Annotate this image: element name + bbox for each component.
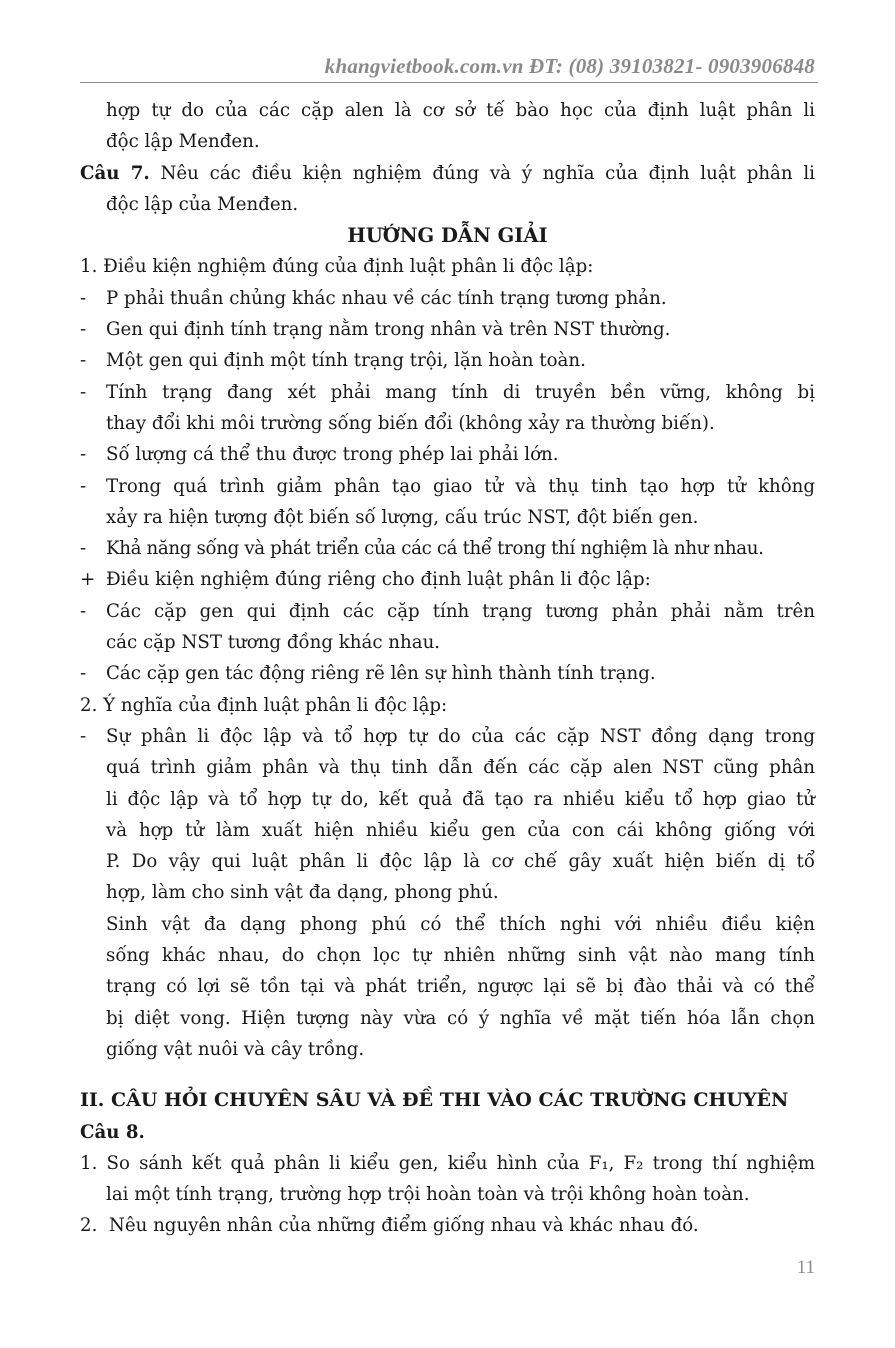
text-line (80, 752, 815, 783)
line-text: lai một tính trạng, trường hợp trội hoàn toàn và trội không hoàn toàn. (106, 1184, 750, 1206)
text-line (80, 439, 815, 470)
line-text: bị diệt vong. Hiện tượng này vừa có ý nghĩa về mặt tiến hóa lẫn chọn (106, 1007, 815, 1029)
text-line (80, 1179, 815, 1210)
bullet-marker: - (80, 538, 87, 560)
bullet-marker: - (80, 663, 87, 685)
line-text: hợp tự do của các cặp alen là cơ sở tế bào học của định luật phân li (106, 100, 815, 121)
line-text: sống khác nhau, do chọn lọc tự nhiên những sinh vật nào mang tính (106, 945, 815, 967)
line-text: Điều kiện nghiệm đúng riêng cho định luật phân li độc lập: (106, 569, 651, 591)
line-text: độc lập Menđen. (106, 131, 260, 153)
text-line (80, 189, 815, 220)
text-line (80, 846, 815, 877)
line-text: Tính trạng đang xét phải mang tính di truyền bền vững, không bị (106, 381, 815, 403)
text-line (80, 1117, 815, 1148)
line-text: Nêu các điều kiện nghiệm đúng và ý nghĩa của định luật phân li (149, 162, 815, 184)
bullet-marker: - (80, 600, 87, 622)
text-line (80, 909, 815, 940)
question-label: Câu 8. (80, 1121, 145, 1143)
text-line (80, 596, 815, 627)
line-text: II. CÂU HỎI CHUYÊN SÂU VÀ ĐỀ THI VÀO CÁC TRƯỜNG CHUYÊN (80, 1089, 789, 1112)
line-text: thay đổi khi môi trường sống biến đổi (không xảy ra thường biến). (106, 412, 715, 434)
bullet-item (80, 283, 815, 314)
page-number: 11 (796, 1257, 815, 1278)
line-text: các cặp NST tương đồng khác nhau. (106, 632, 441, 654)
text-line (80, 126, 815, 157)
bullet-marker: - (80, 350, 87, 372)
text-line (80, 1003, 815, 1034)
line-text: Sự phân li độc lập và tổ hợp tự do của các cặp NST đồng dạng trong (106, 725, 815, 747)
bullet-item (80, 596, 815, 659)
text-line (80, 408, 815, 439)
text-line (80, 283, 815, 314)
bullet-item (80, 471, 815, 534)
paragraph (80, 1148, 815, 1211)
text-line (80, 564, 815, 595)
bullet-marker: - (80, 381, 87, 403)
text-line (80, 658, 815, 689)
text-line (80, 158, 815, 189)
line-text: 1. Điều kiện nghiệm đúng của định luật phân li độc lập: (80, 256, 594, 278)
paragraph (80, 690, 815, 721)
text-line (80, 815, 815, 846)
line-text: Sinh vật đa dạng phong phú có thể thích nghi với nhiều điều kiện (106, 913, 815, 935)
paragraph (80, 251, 815, 282)
bullet-item (80, 721, 815, 909)
text-line (80, 877, 815, 908)
paragraph (80, 1210, 815, 1241)
text-line (80, 471, 815, 502)
text-line (80, 940, 815, 971)
bullet-item (80, 377, 815, 440)
line-text: Số lượng cá thể thu được trong phép lai phải lớn. (106, 444, 559, 466)
line-text: 1. So sánh kết quả phân li kiểu gen, kiểu hình của F₁, F₂ trong thí nghiệm (80, 1152, 815, 1174)
text-line (80, 1148, 815, 1179)
line-text: Trong quá trình giảm phân tạo giao tử và thụ tinh tạo hợp tử không (106, 475, 815, 497)
text-line (80, 314, 815, 345)
header-rule (80, 82, 818, 83)
line-text: trạng có lợi sẽ tồn tại và phát triển, ngược lại sẽ bị đào thải và có thể (106, 976, 815, 998)
bullet-marker: - (80, 319, 87, 341)
text-line (80, 1034, 815, 1065)
bullet-marker: - (80, 475, 87, 497)
bullet-marker: - (80, 725, 87, 747)
text-line (80, 784, 815, 815)
text-line (80, 220, 815, 251)
bullet-item (80, 533, 815, 564)
line-text: quá trình giảm phân và thụ tinh dẫn đến các cặp alen NST cũng phân (106, 757, 815, 779)
text-line (80, 251, 815, 282)
line-text: giống vật nuôi và cây trồng. (106, 1038, 365, 1060)
bullet-item (80, 345, 815, 376)
text-line (80, 345, 815, 376)
line-text: độc lập của Menđen. (106, 193, 299, 215)
text-line (80, 690, 815, 721)
paragraph (80, 95, 815, 158)
line-text: Một gen qui định một tính trạng trội, lặn hoàn toàn. (106, 350, 586, 372)
line-text: P. Do vậy qui luật phân li độc lập là cơ chế gây xuất hiện biến dị tổ (106, 851, 815, 873)
text-line (80, 502, 815, 533)
line-text: li độc lập và tổ hợp tự do, kết quả đã tạo ra nhiều kiểu tổ hợp giao tử (106, 788, 815, 810)
line-text: và hợp tử làm xuất hiện nhiều kiểu gen của con cái không giống với (106, 819, 815, 841)
paragraph (80, 1117, 815, 1148)
line-text: Gen qui định tính trạng nằm trong nhân và trên NST thường. (106, 319, 671, 341)
line-text: 2. Ý nghĩa của định luật phân li độc lập: (80, 694, 448, 716)
text-line (80, 533, 815, 564)
line-text: Các cặp gen qui định các cặp tính trạng tương phản phải nằm trên (106, 600, 815, 622)
line-text: 2. Nêu nguyên nhân của những điểm giống nhau và khác nhau đó. (80, 1215, 699, 1237)
line-text: Các cặp gen tác động riêng rẽ lên sự hình thành tính trạng. (106, 663, 656, 685)
line-text: Khả năng sống và phát triển của các cá thể trong thí nghiệm là như nhau. (106, 538, 764, 560)
text-line (80, 971, 815, 1002)
section-title (80, 1085, 815, 1116)
section-heading (80, 220, 815, 251)
text-line (80, 95, 815, 126)
line-text: HƯỚNG DẪN GIẢI (347, 224, 548, 248)
line-text: xảy ra hiện tượng đột biến số lượng, cấu trúc NST, đột biến gen. (106, 506, 699, 528)
question-label: Câu 7. (80, 162, 150, 184)
bullet-item (80, 564, 815, 595)
text-line (80, 1210, 815, 1241)
bullet-marker: - (80, 444, 87, 466)
paragraph (80, 909, 815, 1065)
text-line (80, 377, 815, 408)
bullet-item (80, 439, 815, 470)
page-header: khangvietbook.com.vn ĐT: (08) 39103821- 0903906848 (324, 54, 815, 78)
page-content (80, 95, 815, 1242)
bullet-item (80, 314, 815, 345)
line-text: hợp, làm cho sinh vật đa dạng, phong phú. (106, 882, 499, 904)
paragraph (80, 158, 815, 221)
text-line (80, 1085, 815, 1116)
bullet-marker: + (80, 569, 96, 591)
text-line (80, 627, 815, 658)
line-text: P phải thuần chủng khác nhau về các tính trạng tương phản. (106, 287, 667, 309)
text-line (80, 721, 815, 752)
bullet-item (80, 658, 815, 689)
bullet-marker: - (80, 287, 87, 309)
